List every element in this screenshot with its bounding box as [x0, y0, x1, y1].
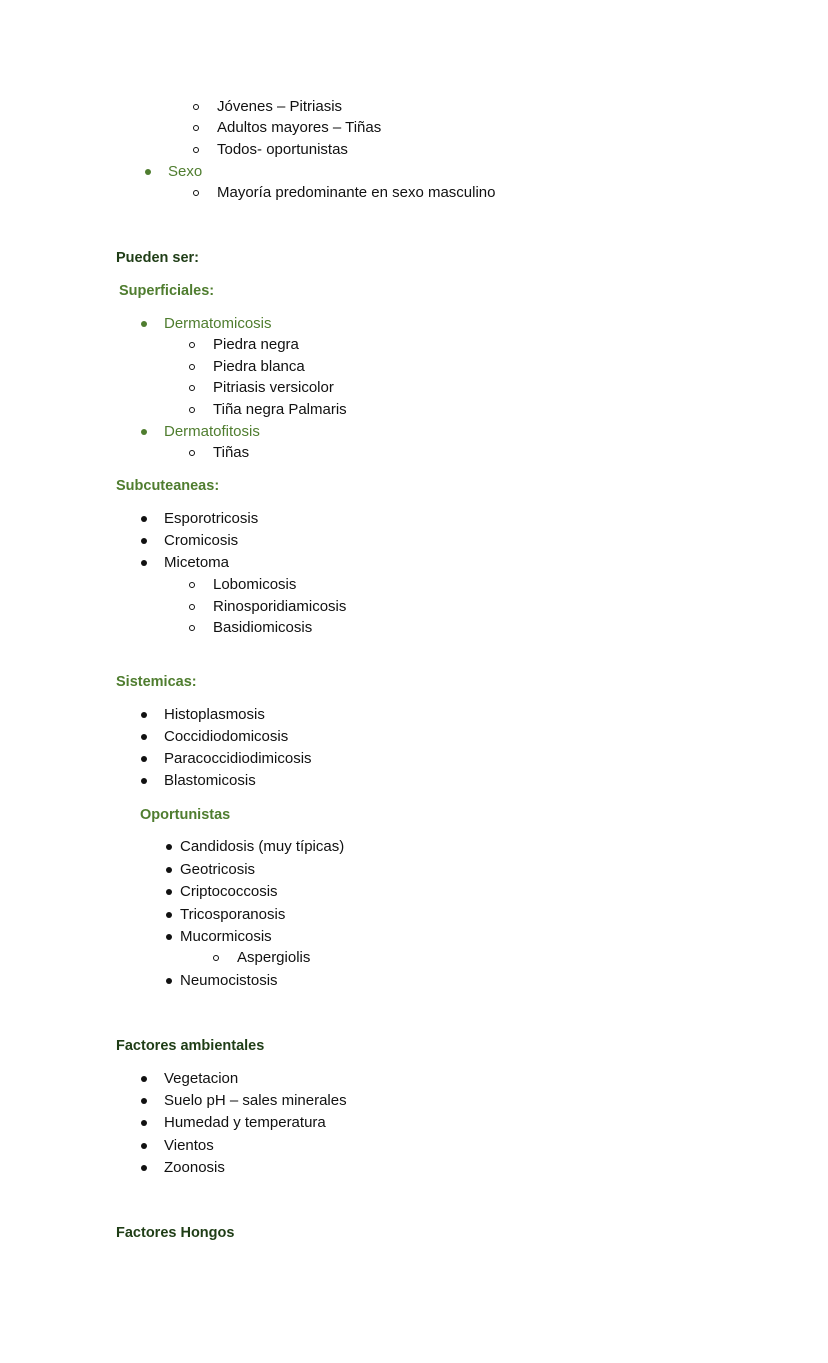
- circle-bullet-icon: [189, 364, 195, 370]
- bullet-icon: [141, 321, 147, 327]
- list-item: Vientos: [164, 1137, 214, 1154]
- section-heading-factores-hongos: Factores Hongos: [116, 1225, 235, 1241]
- list-item: Blastomicosis: [164, 772, 256, 789]
- list-item: Piedra negra: [213, 336, 299, 353]
- section-heading-pueden-ser: Pueden ser:: [116, 250, 199, 266]
- bullet-icon: [141, 1120, 147, 1126]
- list-item: Mayoría predominante en sexo masculino: [217, 184, 496, 201]
- circle-bullet-icon: [189, 604, 195, 610]
- circle-bullet-icon: [189, 625, 195, 631]
- list-item: Candidosis (muy típicas): [180, 838, 345, 855]
- bullet-icon: [145, 169, 151, 175]
- bullet-icon: [141, 1143, 147, 1149]
- list-item: Lobomicosis: [213, 576, 297, 593]
- list-item: Tiñas: [213, 444, 250, 461]
- circle-bullet-icon: [193, 104, 199, 110]
- list-item: Tricosporanosis: [180, 906, 286, 923]
- circle-bullet-icon: [193, 147, 199, 153]
- list-item-dermatomicosis: Dermatomicosis: [164, 315, 272, 332]
- list-item-dermatofitosis: Dermatofitosis: [164, 423, 260, 440]
- bullet-icon: [166, 867, 172, 873]
- list-item: Basidiomicosis: [213, 619, 313, 636]
- list-item: Paracoccidiodimicosis: [164, 750, 312, 767]
- section-heading-oportunistas: Oportunistas: [140, 807, 231, 823]
- list-item: Tiña negra Palmaris: [213, 401, 347, 418]
- bullet-icon: [141, 429, 147, 435]
- list-item: Todos- oportunistas: [217, 141, 348, 158]
- bullet-icon: [141, 1165, 147, 1171]
- list-item: Suelo pH – sales minerales: [164, 1092, 347, 1109]
- bullet-icon: [141, 560, 147, 566]
- bullet-icon: [141, 778, 147, 784]
- circle-bullet-icon: [189, 407, 195, 413]
- section-heading-superficiales: Superficiales:: [119, 283, 215, 299]
- section-heading-factores-ambientales: Factores ambientales: [116, 1038, 265, 1054]
- circle-bullet-icon: [193, 125, 199, 131]
- list-item-sexo: Sexo: [168, 163, 203, 180]
- bullet-icon: [141, 538, 147, 544]
- circle-bullet-icon: [189, 582, 195, 588]
- bullet-icon: [166, 889, 172, 895]
- list-item: Pitriasis versicolor: [213, 379, 334, 396]
- list-item: Histoplasmosis: [164, 706, 265, 723]
- list-item: Micetoma: [164, 554, 230, 571]
- list-item: Cromicosis: [164, 532, 239, 549]
- list-item: Coccidiodomicosis: [164, 728, 289, 745]
- bullet-icon: [166, 978, 172, 984]
- bullet-icon: [141, 712, 147, 718]
- bullet-icon: [141, 1076, 147, 1082]
- list-item: Vegetacion: [164, 1070, 239, 1087]
- circle-bullet-icon: [189, 450, 195, 456]
- circle-bullet-icon: [189, 385, 195, 391]
- section-heading-sistemicas: Sistemicas:: [116, 674, 197, 690]
- list-item: Mucormicosis: [180, 928, 272, 945]
- list-item: Rinosporidiamicosis: [213, 598, 347, 615]
- bullet-icon: [141, 1098, 147, 1104]
- bullet-icon: [141, 516, 147, 522]
- list-item: Neumocistosis: [180, 972, 278, 989]
- section-heading-subcuteaneas: Subcuteaneas:: [116, 478, 220, 494]
- list-item: Zoonosis: [164, 1159, 225, 1176]
- bullet-icon: [166, 912, 172, 918]
- list-item: Aspergiolis: [237, 949, 311, 966]
- list-item: Piedra blanca: [213, 358, 305, 375]
- bullet-icon: [141, 734, 147, 740]
- circle-bullet-icon: [189, 342, 195, 348]
- list-item: Adultos mayores – Tiñas: [217, 119, 382, 136]
- circle-bullet-icon: [213, 955, 219, 961]
- bullet-icon: [166, 934, 172, 940]
- list-item: Criptococcosis: [180, 883, 278, 900]
- list-item: Geotricosis: [180, 861, 256, 878]
- list-item: Esporotricosis: [164, 510, 259, 527]
- bullet-icon: [141, 756, 147, 762]
- list-item: Humedad y temperatura: [164, 1114, 326, 1131]
- bullet-icon: [166, 844, 172, 850]
- circle-bullet-icon: [193, 190, 199, 196]
- list-item: Jóvenes – Pitriasis: [217, 98, 343, 115]
